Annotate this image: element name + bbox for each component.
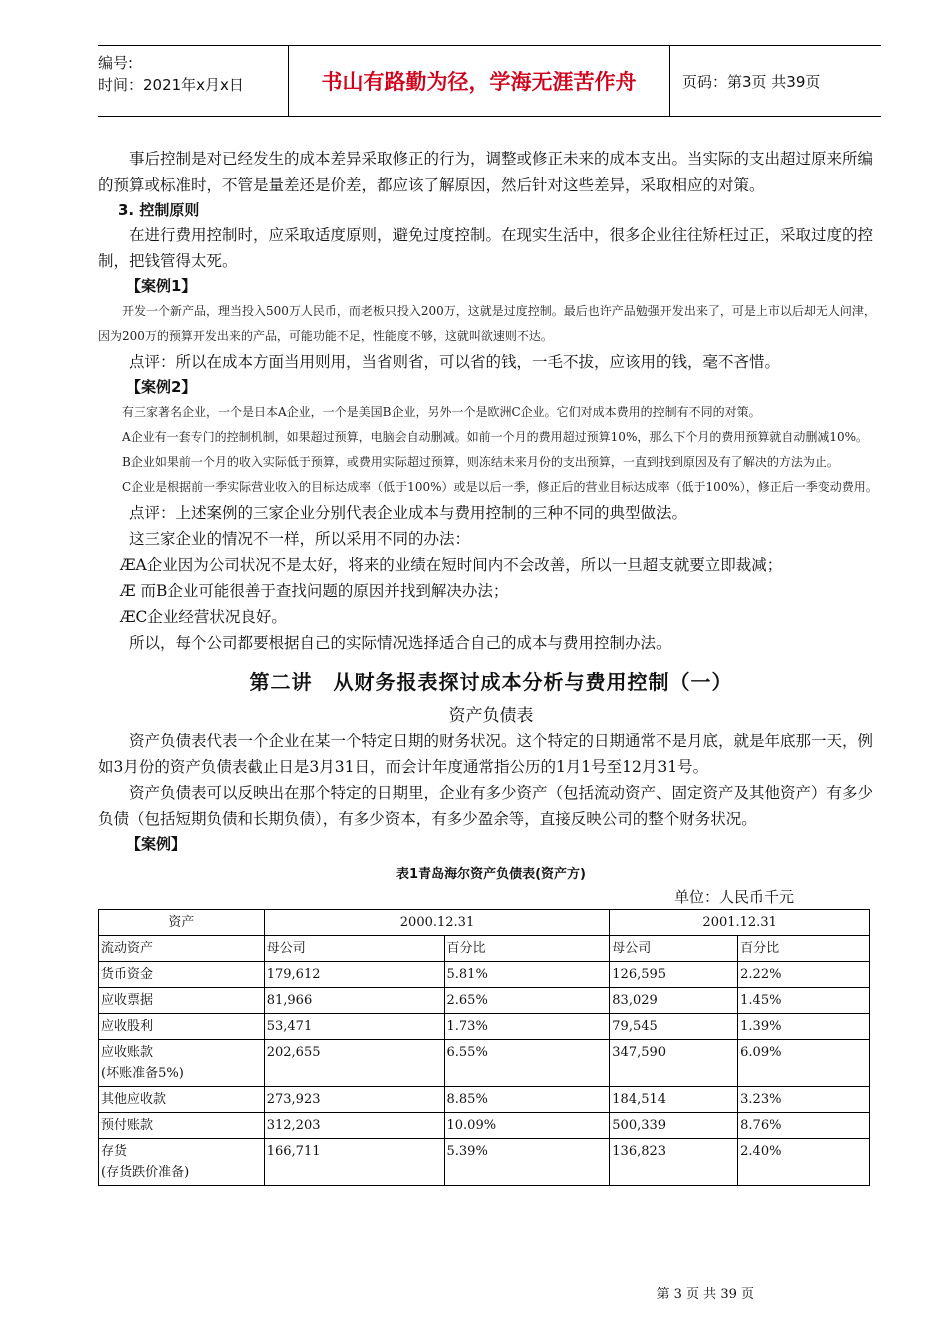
table-cell: 166,711 bbox=[264, 1139, 444, 1186]
table-header-row bbox=[99, 910, 870, 936]
table-row bbox=[99, 988, 870, 1014]
table-cell: 179,612 bbox=[264, 962, 444, 988]
table-cell: 8.76% bbox=[738, 1113, 870, 1139]
subheader-cell: 母公司 bbox=[264, 936, 444, 962]
table-cell: 81,966 bbox=[264, 988, 444, 1014]
section-title: 资产负债表 bbox=[448, 706, 534, 726]
table-cell: 3.23% bbox=[738, 1087, 870, 1113]
header-cell: 2000.12.31 bbox=[264, 910, 610, 936]
case-text: B企业如果前一个月的收入实际低于预算，或费用实际超过预算，则冻结未来月份的支出预算，一直到找到原因及有了解决的方法为止。 bbox=[122, 455, 839, 469]
page-header bbox=[98, 45, 881, 117]
header-cell: 2001.12.31 bbox=[610, 910, 870, 936]
table-unit: 单位：人民币千元 bbox=[673, 888, 794, 906]
table-cell: 184,514 bbox=[610, 1087, 738, 1113]
table-row bbox=[99, 1014, 870, 1040]
time-label: 时间：2021年x月x日 bbox=[98, 76, 244, 94]
table-row bbox=[99, 1087, 870, 1113]
document-body bbox=[98, 146, 884, 1186]
table-cell: 5.81% bbox=[444, 962, 610, 988]
header-motto: 书山有路勤为径，学海无涯苦作舟 bbox=[288, 46, 670, 116]
case-label: 【案例2】 bbox=[126, 378, 197, 396]
table-cell: 应收股利 bbox=[99, 1014, 265, 1040]
table-cell: 10.09% bbox=[444, 1113, 610, 1139]
table-cell: 6.09% bbox=[738, 1040, 870, 1087]
table-cell: 83,029 bbox=[610, 988, 738, 1014]
bullet-item: ÆA企业因为公司状况不是太好，将来的业绩在短时间内不会改善，所以一旦超支就要立即裁减； bbox=[120, 556, 783, 574]
table-cell: 79,545 bbox=[610, 1014, 738, 1040]
paragraph: 事后控制是对已经发生的成本差异采取修正的行为，调整或修正未来的成本支出。当实际的支出超过原来所编的预算或标准时，不管是量差还是价差，都应该了解原因，然后针对这些差异，采取相应的对策。 bbox=[98, 150, 874, 194]
subheader-cell: 母公司 bbox=[610, 936, 738, 962]
table-cell: 预付账款 bbox=[99, 1113, 265, 1139]
table-cell: 1.45% bbox=[738, 988, 870, 1014]
table-cell: 1.73% bbox=[444, 1014, 610, 1040]
table-cell: 136,823 bbox=[610, 1139, 738, 1186]
table-row bbox=[99, 1113, 870, 1139]
case-label: 【案例1】 bbox=[126, 277, 197, 295]
table-title: 表1青岛海尔资产负债表(资产方) bbox=[396, 867, 586, 882]
table-cell: 347,590 bbox=[610, 1040, 738, 1087]
comment: 点评：所以在成本方面当用则用，当省则省，可以省的钱，一毛不拔，应该用的钱，毫不吝惜。 bbox=[129, 353, 781, 371]
table-cell: 273,923 bbox=[264, 1087, 444, 1113]
table-body bbox=[99, 962, 870, 1186]
section-heading: 3. 控制原则 bbox=[118, 201, 200, 219]
table-cell: 500,339 bbox=[610, 1113, 738, 1139]
case-text: 开发一个新产品，理当投入500万人民币，而老板只投入200万，这就是过度控制。最后也许产品勉强开发出来了，可是上市以后却无人问津，因为200万的预算开发出来的产品，可能功能不足，性能度不够，这就叫欲速则不达。 bbox=[98, 304, 876, 343]
table-row bbox=[99, 1139, 870, 1186]
number-label: 编号: bbox=[98, 54, 134, 72]
table-cell: 2.40% bbox=[738, 1139, 870, 1186]
paragraph: 这三家企业的情况不一样，所以采用不同的办法： bbox=[129, 530, 471, 548]
table-cell: 312,203 bbox=[264, 1113, 444, 1139]
table-cell: 存货 (存货跌价准备) bbox=[99, 1139, 265, 1186]
table-cell: 8.85% bbox=[444, 1087, 610, 1113]
table-cell: 应收票据 bbox=[99, 988, 265, 1014]
case-label: 【案例】 bbox=[126, 835, 187, 853]
table-row bbox=[99, 1040, 870, 1087]
table-cell: 1.39% bbox=[738, 1014, 870, 1040]
table-cell: 53,471 bbox=[264, 1014, 444, 1040]
case-text: C企业是根据前一季实际营业收入的目标达成率（低于100%）或是以后一季，修正后的营业目标达成率（低于100%），修正后一季变动费用。 bbox=[122, 480, 878, 494]
lecture-title: 第二讲 从财务报表探讨成本分析与费用控制（一） bbox=[249, 670, 733, 694]
header-meta bbox=[98, 46, 288, 116]
page-footer: 第 3 页 共 39 页 bbox=[656, 1287, 754, 1302]
table-subheader-row bbox=[99, 936, 870, 962]
bullet-item: Æ 而B企业可能很善于查找问题的原因并找到解决办法； bbox=[120, 582, 509, 600]
paragraph: 在进行费用控制时，应采取适度原则，避免过度控制。在现实生活中，很多企业往往矫枉过正，采取过度的控制，把钱管得太死。 bbox=[98, 226, 874, 270]
table-cell: 126,595 bbox=[610, 962, 738, 988]
table-cell: 货币资金 bbox=[99, 962, 265, 988]
table-cell: 6.55% bbox=[444, 1040, 610, 1087]
bullet-item: ÆC企业经营状况良好。 bbox=[120, 608, 287, 626]
table-cell: 2.65% bbox=[444, 988, 610, 1014]
case-text: A企业有一套专门的控制机制，如果超过预算，电脑会自动删减。如前一个月的费用超过预算10%，那么下个月的费用预算就自动删减10%。 bbox=[122, 430, 869, 444]
comment: 点评：上述案例的三家企业分别代表企业成本与费用控制的三种不同的典型做法。 bbox=[129, 504, 688, 522]
paragraph: 资产负债表可以反映出在那个特定的日期里，企业有多少资产（包括流动资产、固定资产及其他资产）有多少负债（包括短期负债和长期负债），有多少资本，有多少盈余等，直接反映公司的整个财务状况。 bbox=[98, 784, 874, 828]
balance-sheet-table bbox=[98, 909, 870, 1186]
table-cell: 2.22% bbox=[738, 962, 870, 988]
header-cell: 资产 bbox=[99, 910, 265, 936]
paragraph: 所以，每个公司都要根据自己的实际情况选择适合自己的成本与费用控制办法。 bbox=[129, 634, 672, 652]
table-cell: 202,655 bbox=[264, 1040, 444, 1087]
table-cell: 其他应收款 bbox=[99, 1087, 265, 1113]
subheader-cell: 流动资产 bbox=[99, 936, 265, 962]
table-cell: 应收账款 (坏账准备5%) bbox=[99, 1040, 265, 1087]
paragraph: 资产负债表代表一个企业在某一个特定日期的财务状况。这个特定的日期通常不是月底，就是年底那一天，例如3月份的资产负债表截止日是3月31日，而会计年度通常指公历的1月1号至12月31号。 bbox=[98, 732, 874, 776]
table-row bbox=[99, 962, 870, 988]
header-page-info: 页码：第3页 共39页 bbox=[682, 72, 821, 91]
subheader-cell: 百分比 bbox=[738, 936, 870, 962]
table-cell: 5.39% bbox=[444, 1139, 610, 1186]
subheader-cell: 百分比 bbox=[444, 936, 610, 962]
case-text: 有三家著名企业，一个是日本A企业，一个是美国B企业，另外一个是欧洲C企业。它们对成本费用的控制有不同的对策。 bbox=[122, 405, 761, 419]
